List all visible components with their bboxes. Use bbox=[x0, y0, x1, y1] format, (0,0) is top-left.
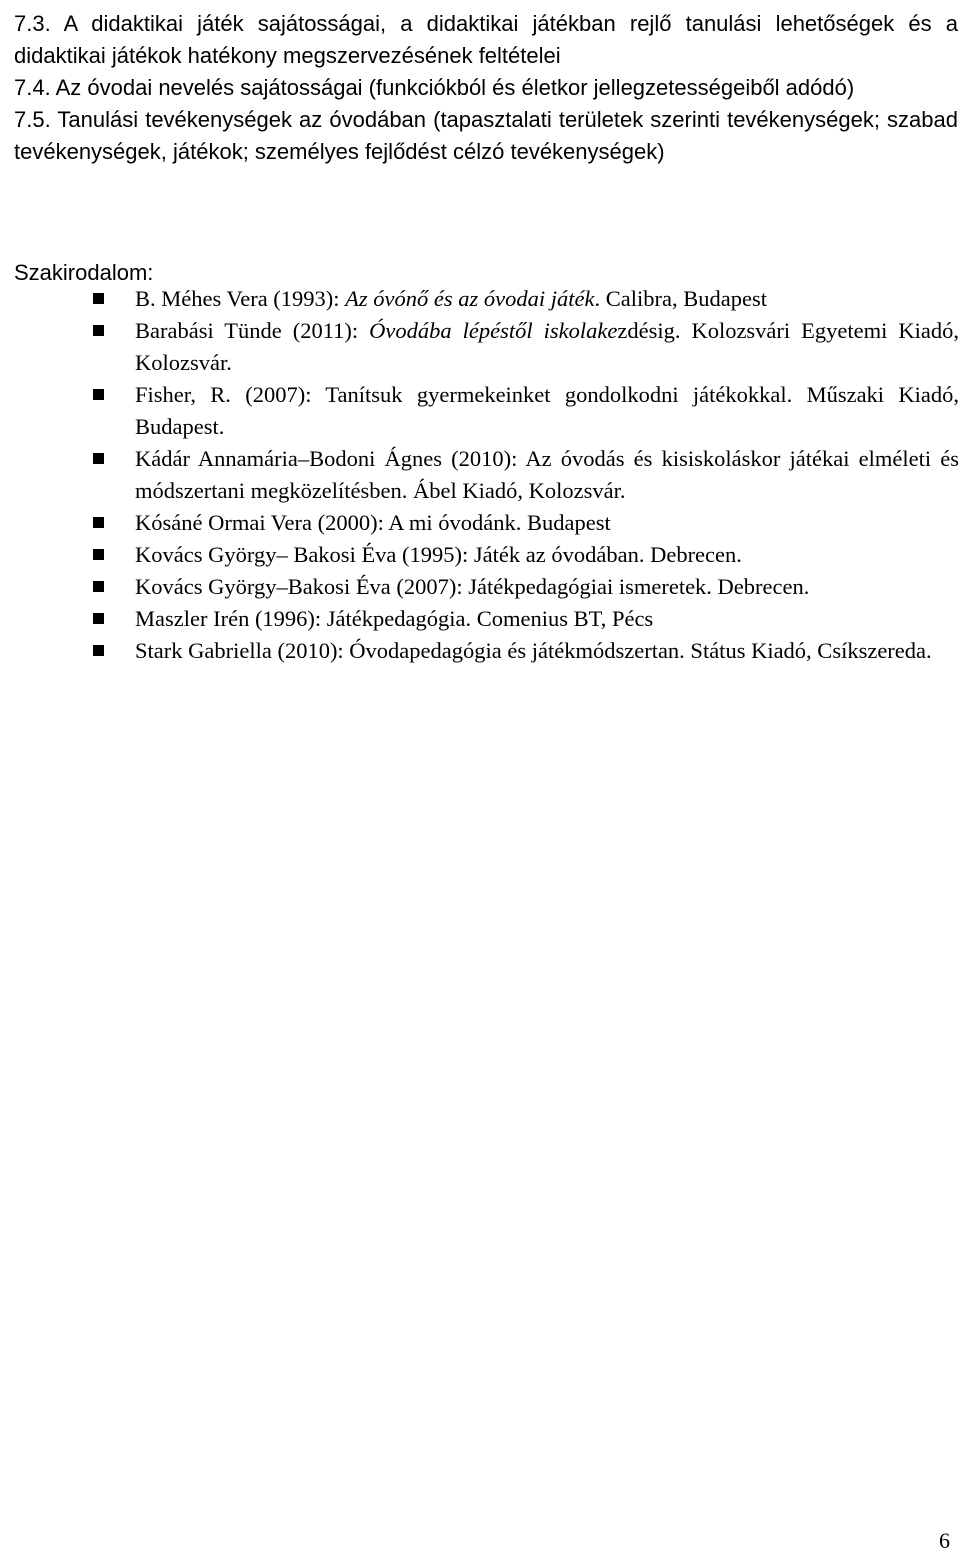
section-list bbox=[14, 8, 958, 168]
reference-text: Kádár Annamária–Bodoni Ágnes (2010): Az óvodás és kisiskoláskor játékai elméleti és módszertani megközelítésben. Ábel Kiadó, Kolozsvár. bbox=[135, 446, 959, 503]
square-bullet-icon bbox=[93, 293, 104, 304]
square-bullet-icon bbox=[93, 389, 104, 400]
literature-heading: Szakirodalom: bbox=[14, 260, 154, 285]
square-bullet-icon bbox=[93, 325, 104, 336]
reference-text: Barabási Tünde (2011): bbox=[135, 318, 370, 343]
literature-list bbox=[93, 283, 959, 667]
reference-title: Óvodába lépéstől iskolake bbox=[369, 318, 618, 343]
reference-text: Maszler Irén (1996): Játékpedagógia. Comenius BT, Pécs bbox=[135, 606, 654, 631]
reference-item bbox=[93, 283, 959, 315]
reference-item bbox=[93, 539, 959, 571]
square-bullet-icon bbox=[93, 645, 104, 656]
reference-text: Stark Gabriella (2010): Óvodapedagógia és játékmódszertan. Státus Kiadó, Csíkszereda. bbox=[135, 638, 932, 663]
reference-item bbox=[93, 635, 959, 667]
section-7-4: 7.4. Az óvodai nevelés sajátosságai (funkciókból és életkor jellegzetességeiből adódó) bbox=[14, 75, 855, 100]
reference-text: B. Méhes Vera (1993): bbox=[135, 286, 346, 311]
reference-text-rest: zdésig. Kolozsvári Egyetemi Kiadó, Kolozsvár. bbox=[135, 318, 959, 375]
reference-item bbox=[93, 507, 959, 539]
reference-text: Kovács György– Bakosi Éva (1995): Játék az óvodában. Debrecen. bbox=[135, 542, 742, 567]
section-7-5: 7.5. Tanulási tevékenységek az óvodában (tapasztalati területek szerinti tevékenységek; szabad tevékenységek, játékok; személyes fejlődést célzó tevékenységek) bbox=[14, 107, 958, 164]
reference-text: Fisher, R. (2007): Tanítsuk gyermekeinket gondolkodni játékokkal. Műszaki Kiadó, Budapest. bbox=[135, 382, 959, 439]
reference-item bbox=[93, 571, 959, 603]
reference-item bbox=[93, 379, 959, 443]
square-bullet-icon bbox=[93, 549, 104, 560]
reference-title: Az óvónő és az óvodai játék bbox=[345, 286, 595, 311]
reference-item bbox=[93, 603, 959, 635]
square-bullet-icon bbox=[93, 581, 104, 592]
reference-text: Kovács György–Bakosi Éva (2007): Játékpedagógiai ismeretek. Debrecen. bbox=[135, 574, 810, 599]
reference-text-rest: . Calibra, Budapest bbox=[594, 286, 767, 311]
reference-item bbox=[93, 443, 959, 507]
reference-text: Kósáné Ormai Vera (2000): A mi óvodánk. Budapest bbox=[135, 510, 611, 535]
square-bullet-icon bbox=[93, 613, 104, 624]
reference-item bbox=[93, 315, 959, 379]
section-7-3: 7.3. A didaktikai játék sajátosságai, a didaktikai játékban rejlő tanulási lehetőségek és a didaktikai játékok hatékony megszervezésének feltételei bbox=[14, 11, 958, 68]
square-bullet-icon bbox=[93, 453, 104, 464]
square-bullet-icon bbox=[93, 517, 104, 528]
page-number: 6 bbox=[939, 1528, 950, 1553]
